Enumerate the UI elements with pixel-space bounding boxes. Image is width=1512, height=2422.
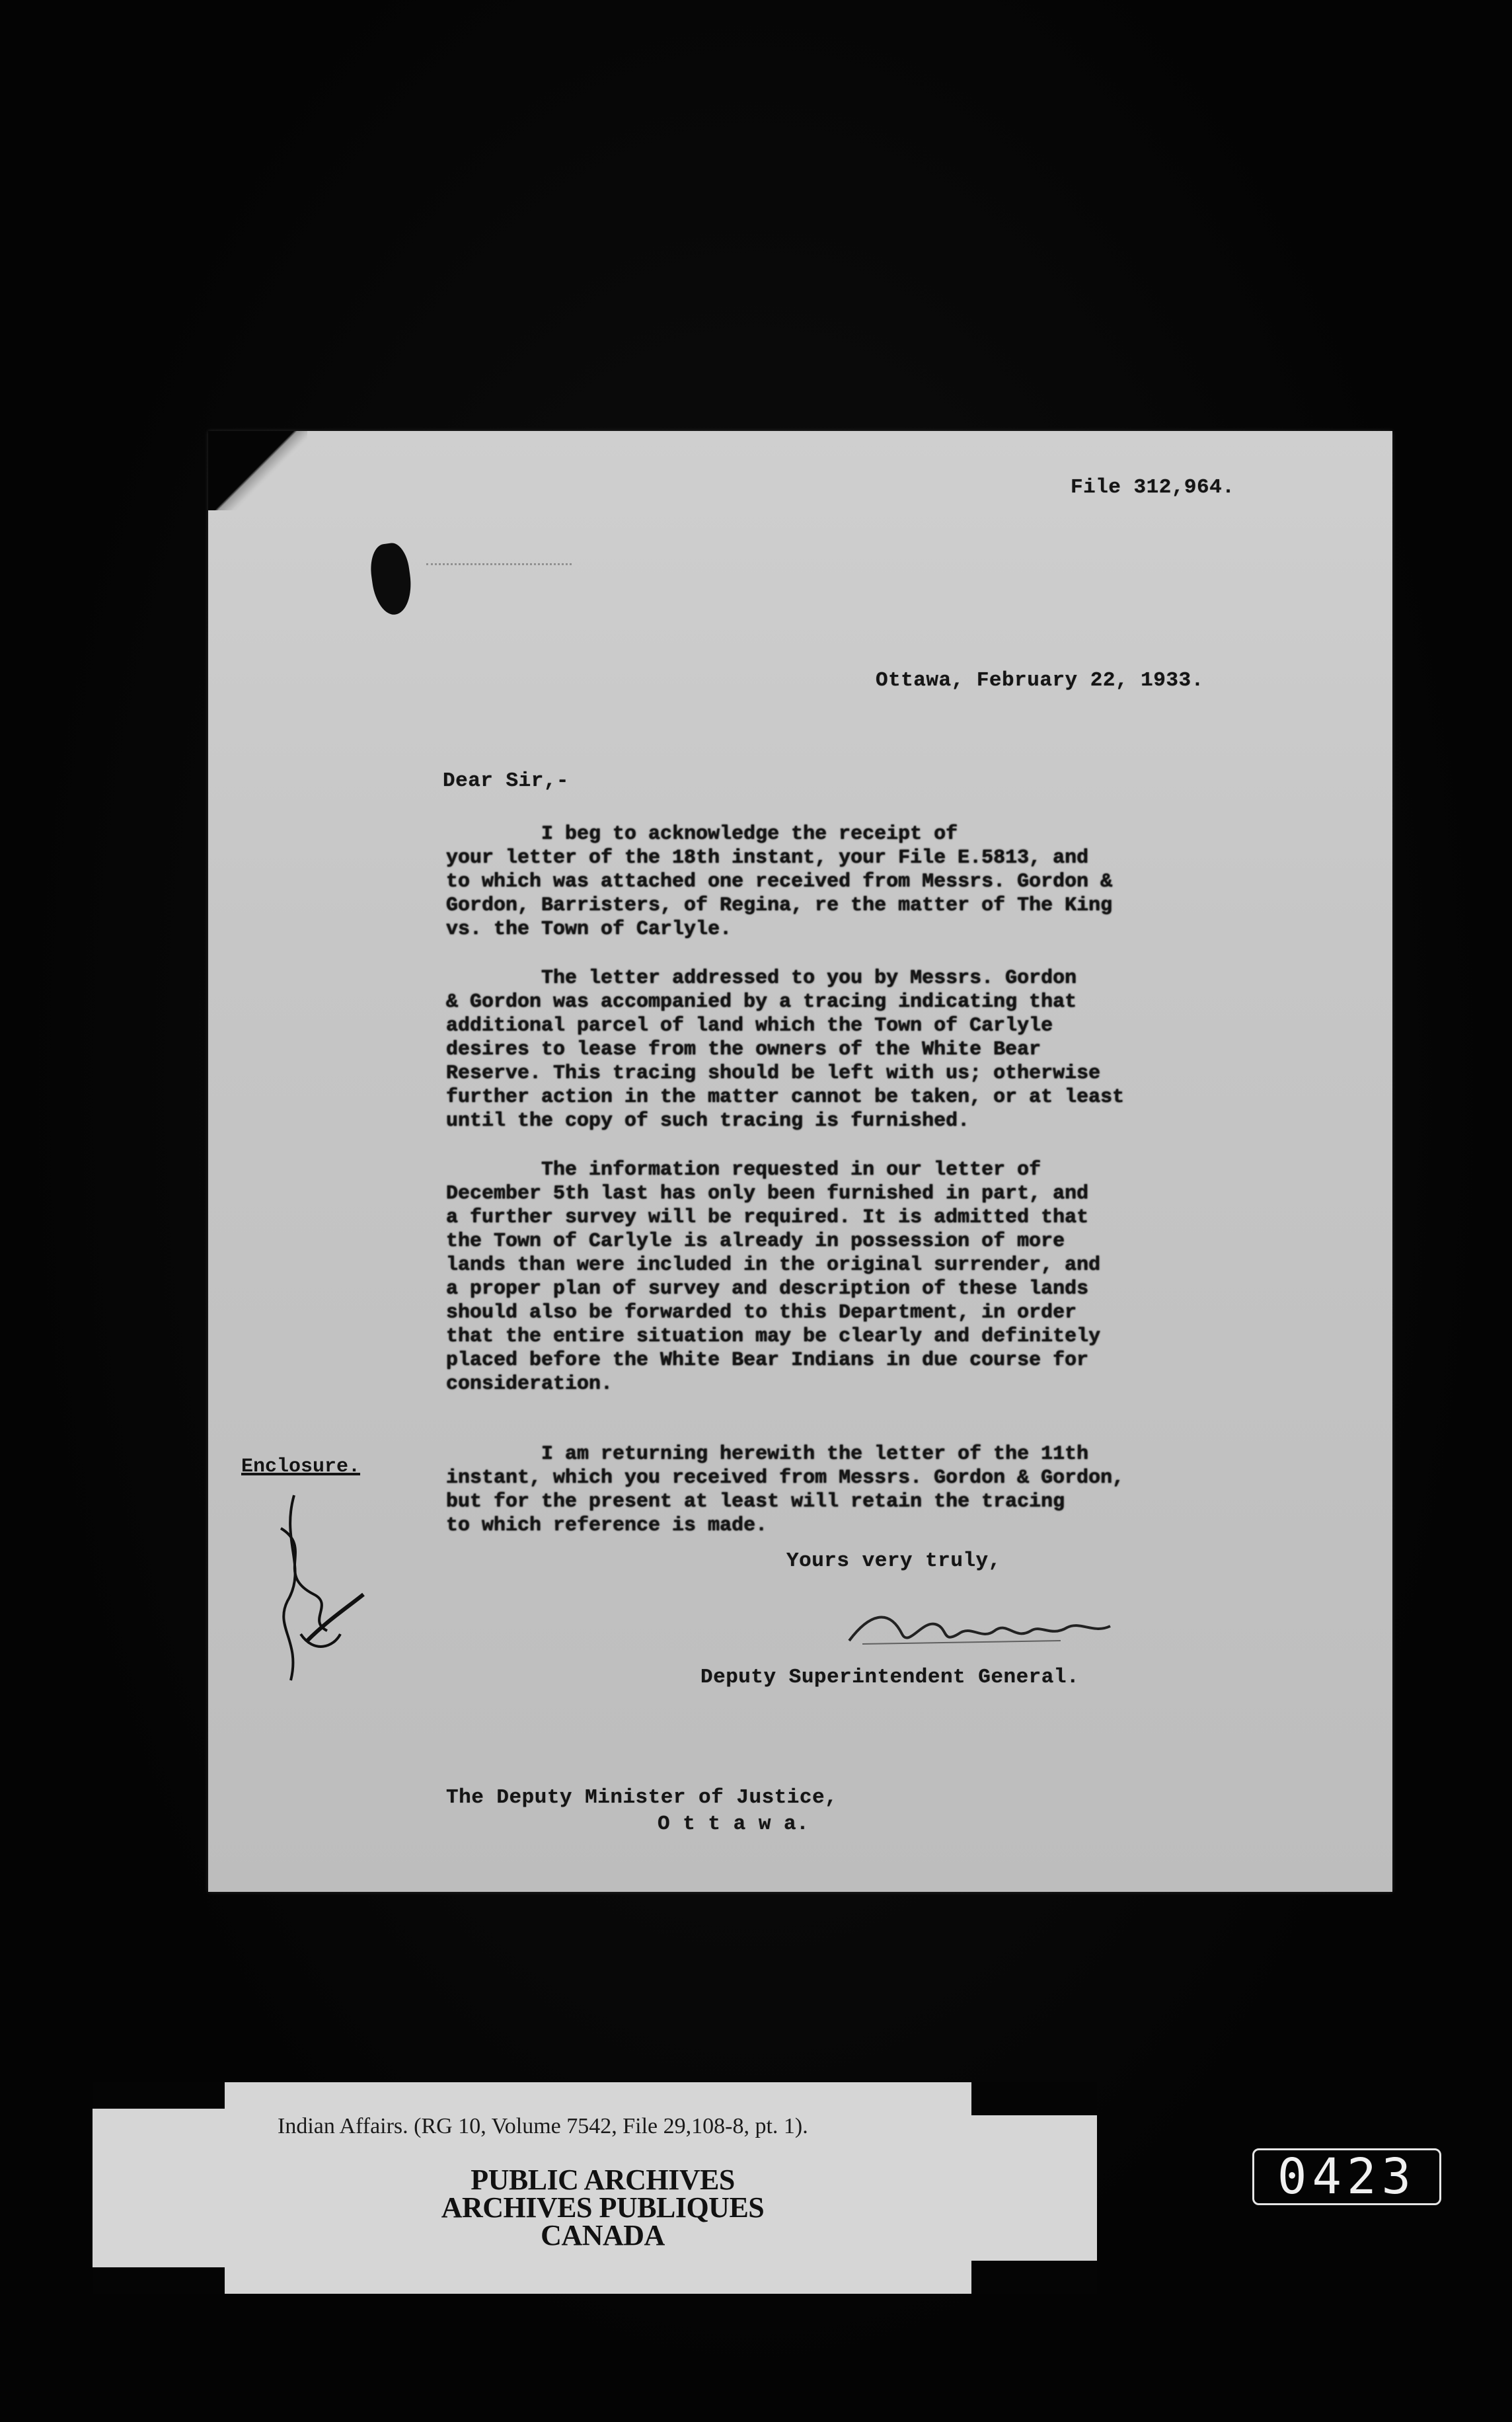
addressee-line-1: The Deputy Minister of Justice, <box>446 1786 838 1809</box>
label-notch-top-left <box>93 2082 225 2109</box>
label-notch-bottom-left <box>93 2267 225 2294</box>
file-reference: File 312,964. <box>1071 476 1235 499</box>
label-notch-top-right <box>971 2082 1097 2115</box>
salutation: Dear Sir,- <box>443 769 570 793</box>
frame-number: 0423 <box>1252 2148 1441 2205</box>
stamp-smudge <box>426 543 572 565</box>
paragraph-2: The letter addressed to you by Messrs. Gordon & Gordon was accompanied by a tracing indicating that additional parcel of land which the Town of Carlyle desires to lease from the owners of the White Bear Reserve. This tracing should be left with us; otherwise further action in the matter cannot be taken, or at least until the copy of such tracing is furnished. <box>446 967 1125 1132</box>
label-notch-bottom-right <box>971 2261 1097 2294</box>
enclosure-label: Enclosure. <box>241 1456 361 1478</box>
handwritten-initials <box>254 1489 367 1687</box>
folded-corner <box>208 431 307 510</box>
paragraph-4: I am returning herewith the letter of the 11th instant, which you received from Messrs. Gordon & Gordon, but for the present at least will retain the tracing to which reference is made. <box>446 1443 1125 1537</box>
paragraph-3: The information requested in our letter of December 5th last has only been furnished in part, and a further survey will be required. It is admitted that the Town of Carlyle is already in possession of more lands than were included in the original surrender, and a proper plan of survey and description of these lands should also be forwarded to this Department, in order that the entire situation may be clearly and definitely placed before the White Bear Indians in due course for consideration. <box>446 1159 1101 1395</box>
signatory-title: Deputy Superintendent General. <box>700 1666 1080 1689</box>
letter-date: Ottawa, February 22, 1933. <box>876 669 1204 692</box>
addressee-line-2: O t t a w a. <box>658 1813 810 1836</box>
signature <box>843 1594 1120 1654</box>
closing: Yours very truly, <box>786 1549 1001 1573</box>
archive-country: CANADA <box>541 2219 665 2251</box>
archive-reference: Indian Affairs. (RG 10, Volume 7542, File 29,108-8, pt. 1). <box>278 2114 808 2138</box>
paragraph-1: I beg to acknowledge the receipt of your letter of the 18th instant, your File E.5813, and to which was attached one received from Messrs. Gordon & Gordon, Barristers, of Regina, re the matter of The King vs. the Town of Carlyle. <box>446 823 1113 941</box>
punch-hole-mark <box>367 541 415 617</box>
archive-name-en: PUBLIC ARCHIVES <box>471 2164 735 2196</box>
letter-page <box>208 431 1392 1892</box>
archive-name-fr: ARCHIVES PUBLIQUES <box>441 2191 765 2224</box>
